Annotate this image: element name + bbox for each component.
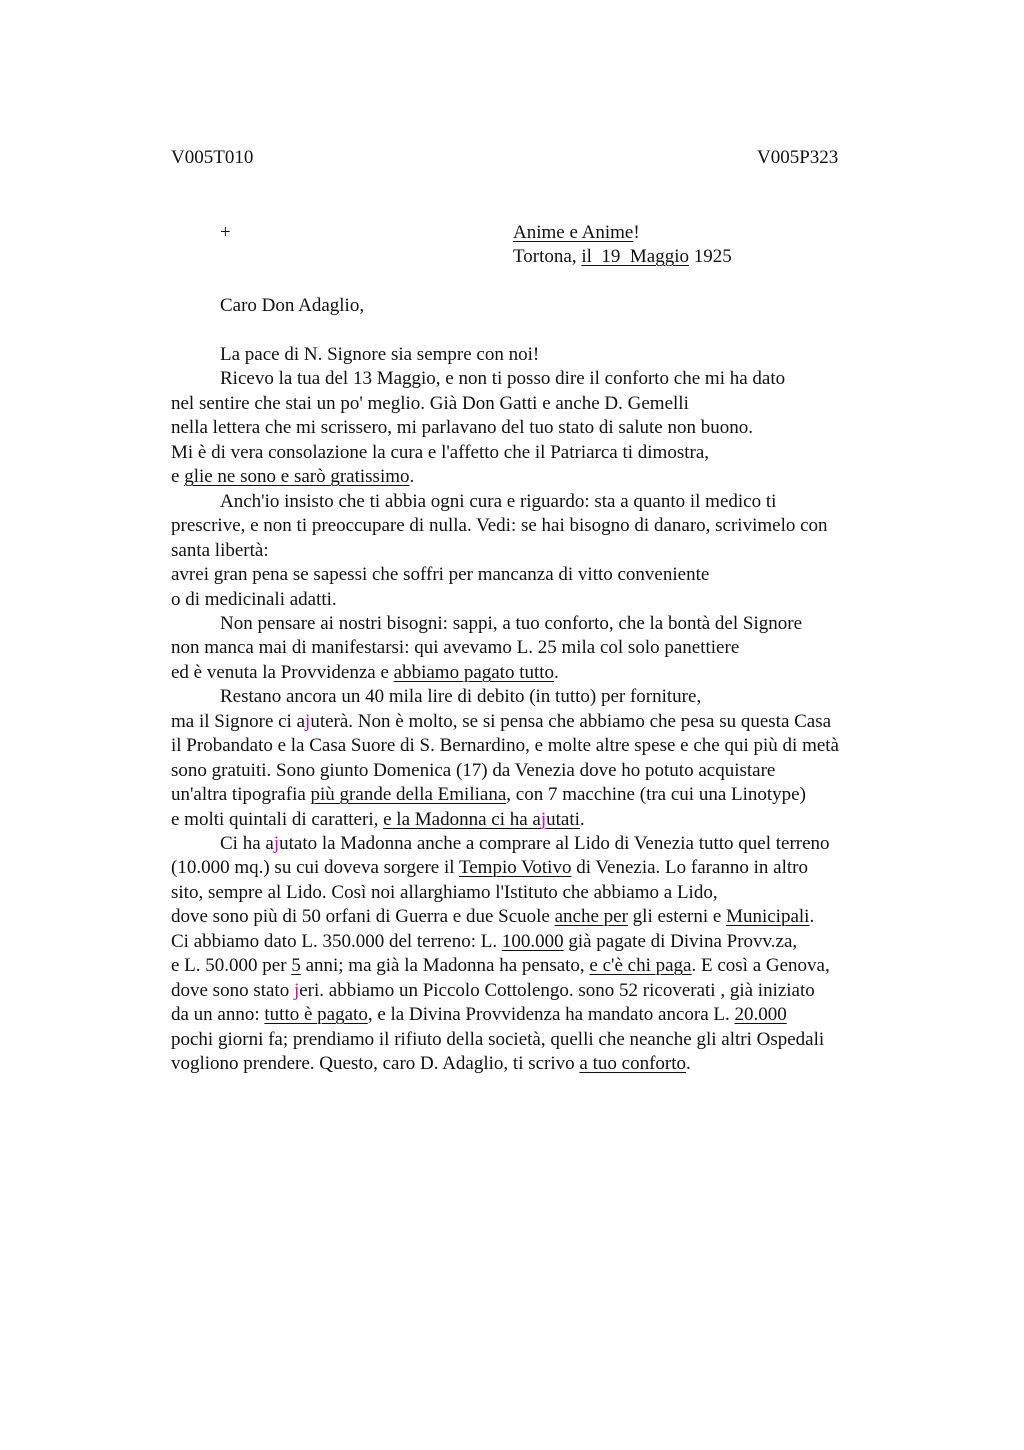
line-text: uterà. Non è molto, se si pensa che abbiamo che pesa su questa Casa [310, 711, 832, 732]
line-text: ma il Signore ci a [171, 711, 306, 732]
motto-punct: ! [633, 222, 640, 243]
line-text: Ci abbiamo dato L. 350.000 del terreno: L. [171, 931, 502, 952]
date-line [513, 245, 732, 269]
line-text: un'altra tipografia [171, 784, 311, 805]
letter-line-l29 [171, 1028, 824, 1052]
line-text: , con 7 macchine (tra cui una Linotype) [506, 784, 806, 805]
line-text: , e la Divina Provvidenza ha mandato ancora L. [367, 1004, 735, 1025]
letter-line-l15 [220, 685, 701, 709]
line-text: sono gratuiti. Sono giunto Domenica (17) da Venezia dove ho potuto acquistare [171, 760, 776, 781]
line-text: dove sono più di 50 orfani di Guerra e due Scuole [171, 906, 555, 927]
underlined-text: tutto è pagato [264, 1004, 368, 1025]
letter-line-l2 [220, 367, 785, 391]
letter-line-l7 [220, 490, 776, 514]
underlined-text: j [540, 809, 547, 830]
letter-line-l30 [171, 1052, 691, 1076]
line-text: da un anno: [171, 1004, 265, 1025]
underlined-text: 100.000 [501, 931, 564, 952]
letter-line-l28 [171, 1003, 787, 1027]
line-text: . [686, 1053, 691, 1074]
line-text: . [554, 662, 559, 683]
line-text: . [579, 809, 585, 830]
date-day-month: il 19 Maggio [581, 246, 689, 267]
line-text: o di medicinali adatti. [171, 589, 337, 610]
line-text: non manca mai di manifestarsi: qui avevamo L. 25 mila col solo panettiere [171, 637, 740, 658]
letter-line-l23 [171, 881, 718, 905]
line-text: . [409, 466, 415, 487]
underlined-text: abbiamo pagato tutto [393, 662, 555, 683]
line-text: pochi giorni fa; prendiamo il rifiuto della società, quelli che neanche gli altri Ospedali [171, 1029, 825, 1050]
line-text: già pagate di Divina Provv.za, [563, 931, 798, 952]
highlighted-letter: j [305, 711, 311, 732]
letter-line-l21 [220, 832, 830, 856]
date-year: 1925 [689, 246, 732, 267]
line-text: dove sono stato [171, 980, 294, 1001]
letter-line-l24 [171, 905, 814, 929]
letter-line-l4 [171, 416, 753, 440]
letter-line-l22 [171, 856, 808, 880]
underlined-text: 5 [291, 955, 301, 976]
line-text: Ricevo la tua del 13 Maggio, e non ti posso dire il conforto che mi ha dato [220, 368, 786, 389]
line-text: gli esterni e [627, 906, 727, 927]
letter-line-l1 [220, 343, 539, 367]
letter-line-l10 [171, 563, 709, 587]
header-right-code: V005P323 [757, 147, 839, 168]
line-text: utato la Madonna anche a comprare al Lido di Venezia tutto quel terreno [279, 833, 830, 854]
letter-line-l19 [171, 783, 806, 807]
line-text: ed è venuta la Provvidenza e [171, 662, 394, 683]
highlighted-letter: j [293, 980, 300, 1001]
underlined-text: utati [546, 809, 580, 830]
underlined-text: più grande della Emiliana [310, 784, 507, 805]
line-text: Ci ha a [220, 833, 274, 854]
line-text: anni; ma già la Madonna ha pensato, [300, 955, 590, 976]
line-text: Mi è di vera consolazione la cura e l'affetto che il Patriarca ti dimostra, [171, 442, 710, 463]
date-prefix: Tortona, [513, 246, 582, 267]
underlined-text: e c'è chi paga [589, 955, 692, 976]
line-text: avrei gran pena se sapessi che soffri per mancanza di vitto conveniente [171, 564, 710, 585]
line-text: prescrive, e non ti preoccupare di nulla. Vedi: se hai bisogno di danaro, scrivimelo con [171, 515, 828, 536]
line-text: La pace di N. Signore sia sempre con noi! [220, 344, 540, 365]
letter-line-l12 [220, 612, 802, 636]
line-text: e [171, 466, 185, 487]
underlined-text: glie ne sono e sarò gratissimo [184, 466, 410, 487]
line-text: sito, sempre al Lido. Così noi allarghiamo l'Istituto che abbiamo a Lido, [171, 882, 718, 903]
motto-text: Anime e Anime [513, 222, 634, 243]
letter-line-l18 [171, 759, 775, 783]
line-text: vogliono prendere. Questo, caro D. Adaglio, ti scrivo [171, 1053, 580, 1074]
letter-line-l14 [171, 661, 559, 685]
salutation: Caro Don Adaglio, [220, 295, 365, 316]
underlined-text: Municipali [726, 906, 810, 927]
underlined-text: Tempio Votivo [458, 857, 572, 878]
line-text: Non pensare ai nostri bisogni: sappi, a tuo conforto, che la bontà del Signore [220, 613, 803, 634]
line-text: Anch'io insisto che ti abbia ogni cura e riguardo: sta a quanto il medico ti [220, 491, 777, 512]
line-text: di Venezia. Lo faranno in altro [571, 857, 809, 878]
header-left-code: V005T010 [171, 147, 254, 168]
line-text: (10.000 mq.) su cui doveva sorgere il [171, 857, 459, 878]
motto [513, 221, 640, 245]
letter-line-l25 [171, 930, 797, 954]
line-text: Restano ancora un 40 mila lire di debito (in tutto) per forniture, [220, 686, 702, 707]
letter-line-l27 [171, 979, 815, 1003]
highlighted-letter: j [273, 833, 280, 854]
letter-line-l8 [171, 514, 828, 538]
cross-symbol: + [220, 222, 231, 243]
underlined-text: e la Madonna ci ha a [383, 809, 541, 830]
letter-line-l20 [171, 808, 585, 832]
underlined-text: a tuo conforto [579, 1053, 686, 1074]
letter-line-l26 [171, 954, 830, 978]
underlined-text: 20.000 [734, 1004, 787, 1025]
letter-line-l16 [171, 710, 831, 734]
letter-line-l17 [171, 734, 839, 758]
underlined-text: anche per [554, 906, 628, 927]
line-text: . E così a Genova, [691, 955, 830, 976]
line-text: santa libertà: [171, 540, 269, 561]
line-text: . [809, 906, 815, 927]
letter-line-l5 [171, 441, 709, 465]
letter-line-l9 [171, 539, 269, 563]
line-text: e L. 50.000 per [171, 955, 292, 976]
letter-line-l3 [171, 392, 689, 416]
line-text: il Probandato e la Casa Suore di S. Bernardino, e molte altre spese e che qui più di metà [171, 735, 839, 756]
letter-line-l11 [171, 588, 337, 612]
line-text: eri. abbiamo un Piccolo Cottolengo. sono 52 ricoverati , già iniziato [299, 980, 815, 1001]
line-text: nella lettera che mi scrissero, mi parlavano del tuo stato di salute non buono. [171, 417, 753, 438]
letter-line-l13 [171, 636, 739, 660]
letter-line-l6 [171, 465, 414, 489]
line-text: nel sentire che stai un po' meglio. Già Don Gatti e anche D. Gemelli [171, 393, 689, 414]
line-text: e molti quintali di caratteri, [171, 809, 384, 830]
